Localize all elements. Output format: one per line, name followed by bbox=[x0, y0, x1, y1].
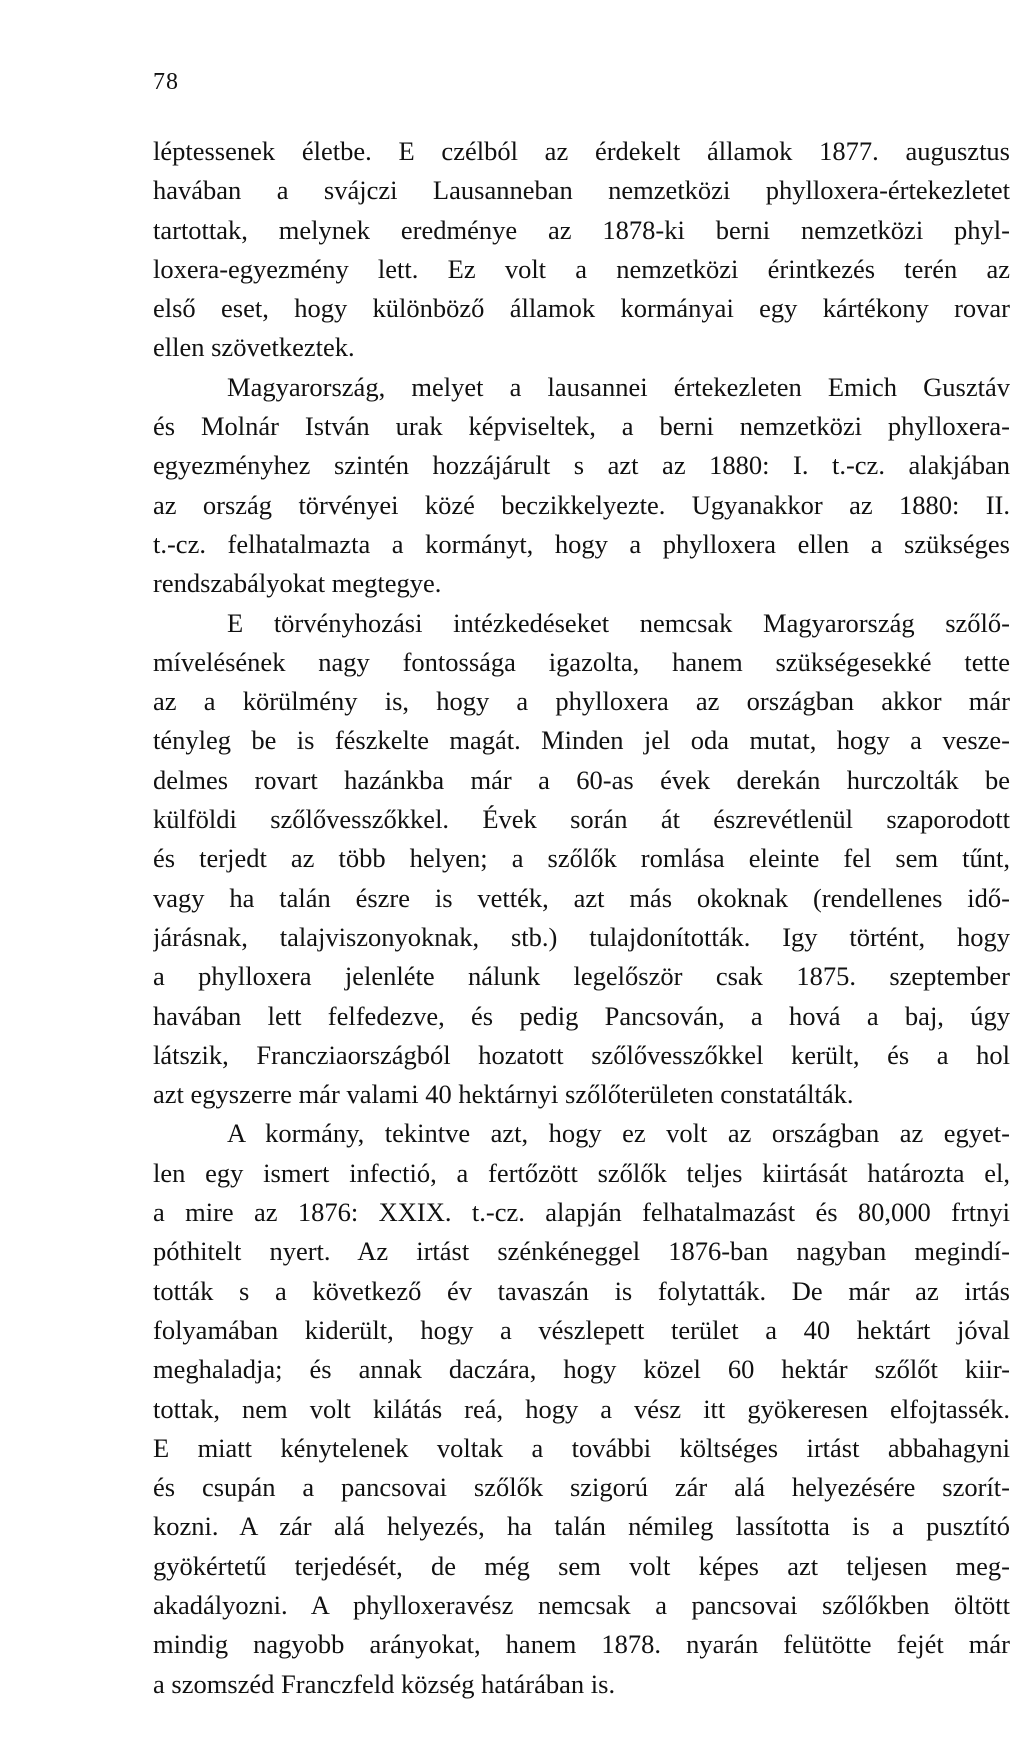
text-line: E miatt kénytelenek voltak a további költséges irtást abbahagyni bbox=[153, 1432, 1010, 1463]
body-text bbox=[153, 132, 1010, 1704]
text-line: és terjedt az több helyen; a szőlők romlása eleinte fel sem tűnt, bbox=[153, 843, 1010, 874]
text-line: akadályozni. A phylloxeravész nemcsak a pancsovai szőlőkben öltött bbox=[153, 1589, 1010, 1620]
text-line: folyamában kiderült, hogy a vészlepett terület a 40 hektárt jóval bbox=[153, 1314, 1010, 1345]
text-line: len egy ismert infectió, a fertőzött szőlők teljes kiirtását határozta el, bbox=[153, 1157, 1010, 1188]
text-line: loxera-egyezmény lett. Ez volt a nemzetközi érintkezés terén az bbox=[153, 253, 1010, 284]
text-line: tottak, nem volt kilátás reá, hogy a vész itt gyökeresen elfojtassék. bbox=[153, 1393, 1010, 1424]
text-line: rendszabályokat megtegye. bbox=[153, 568, 442, 599]
text-line: és Molnár István urak képviseltek, a berni nemzetközi phylloxera- bbox=[153, 411, 1010, 442]
text-line: tartottak, melynek eredménye az 1878-ki berni nemzetközi phyl- bbox=[153, 214, 1010, 245]
text-line: t.-cz. felhatalmazta a kormányt, hogy a phylloxera ellen a szükséges bbox=[153, 528, 1010, 559]
text-line: első eset, hogy különböző államok kormányai egy kártékony rovar bbox=[153, 293, 1010, 324]
text-line: vagy ha talán észre is vették, azt más okoknak (rendellenes idő- bbox=[153, 882, 1010, 913]
text-line: a phylloxera jelenléte nálunk legelőször csak 1875. szeptember bbox=[153, 961, 1010, 992]
text-line: járásnak, talajviszonyoknak, stb.) tulajdonították. Igy történt, hogy bbox=[153, 921, 1010, 952]
text-line: és csupán a pancsovai szőlők szigorú zár alá helyezésére szorít- bbox=[153, 1472, 1010, 1503]
text-line: havában a svájczi Lausanneban nemzetközi phylloxera-értekezletet bbox=[153, 175, 1010, 206]
text-line: havában lett felfedezve, és pedig Pancsován, a hová a baj, úgy bbox=[153, 1000, 1010, 1031]
text-line: a mire az 1876: XXIX. t.-cz. alapján felhatalmazást és 80,000 frtnyi bbox=[153, 1197, 1010, 1228]
text-line: egyezményhez szintén hozzájárult s azt az 1880: I. t.-cz. alakjában bbox=[153, 450, 1010, 481]
text-line: gyökértetű terjedését, de még sem volt képes azt teljesen meg- bbox=[153, 1550, 1010, 1581]
text-line: az a körülmény is, hogy a phylloxera az országban akkor már bbox=[153, 686, 1010, 717]
paragraph-start-line: A kormány, tekintve azt, hogy ez volt az országban az egyet- bbox=[227, 1118, 1010, 1149]
text-line: póthitelt nyert. Az irtást szénkéneggel 1876-ban nagyban megindí- bbox=[153, 1236, 1010, 1267]
text-line: léptessenek életbe. E czélból az érdekelt államok 1877. augusztus bbox=[153, 136, 1010, 166]
text-line: külföldi szőlővesszőkkel. Évek során át észrevétlenül szaporodott bbox=[153, 804, 1010, 835]
text-line: ellen szövetkeztek. bbox=[153, 332, 355, 363]
text-line: azt egyszerre már valami 40 hektárnyi szőlőterületen constatálták. bbox=[153, 1079, 854, 1110]
text-line: tották s a következő év tavaszán is folytatták. De már az irtás bbox=[153, 1275, 1010, 1306]
text-line: tényleg be is fészkelte magát. Minden jel oda mutat, hogy a vesze- bbox=[153, 725, 1010, 756]
text-line: kozni. A zár alá helyezés, ha talán némileg lassította is a pusztító bbox=[153, 1511, 1010, 1542]
page-number: 78 bbox=[153, 69, 179, 95]
text-line: látszik, Francziaországból hozatott szőlővesszőkkel került, és a hol bbox=[153, 1039, 1010, 1070]
text-line: mindig nagyobb arányokat, hanem 1878. nyarán felütötte fejét már bbox=[153, 1629, 1010, 1660]
text-line: a szomszéd Franczfeld község határában is. bbox=[153, 1668, 616, 1699]
paragraph-start-line: Magyarország, melyet a lausannei értekezleten Emich Gusztáv bbox=[227, 371, 1010, 402]
text-line: delmes rovart hazánkba már a 60-as évek derekán hurczolták be bbox=[153, 764, 1010, 795]
text-line: az ország törvényei közé beczikkelyezte. Ugyanakkor az 1880: II. bbox=[153, 489, 1010, 520]
text-line: meghaladja; és annak daczára, hogy közel 60 hektár szőlőt kiir- bbox=[153, 1354, 1010, 1385]
paragraph-start-line: E törvényhozási intézkedéseket nemcsak Magyarország szőlő- bbox=[227, 607, 1010, 638]
text-line: mívelésének nagy fontossága igazolta, hanem szükségesekké tette bbox=[153, 646, 1010, 677]
